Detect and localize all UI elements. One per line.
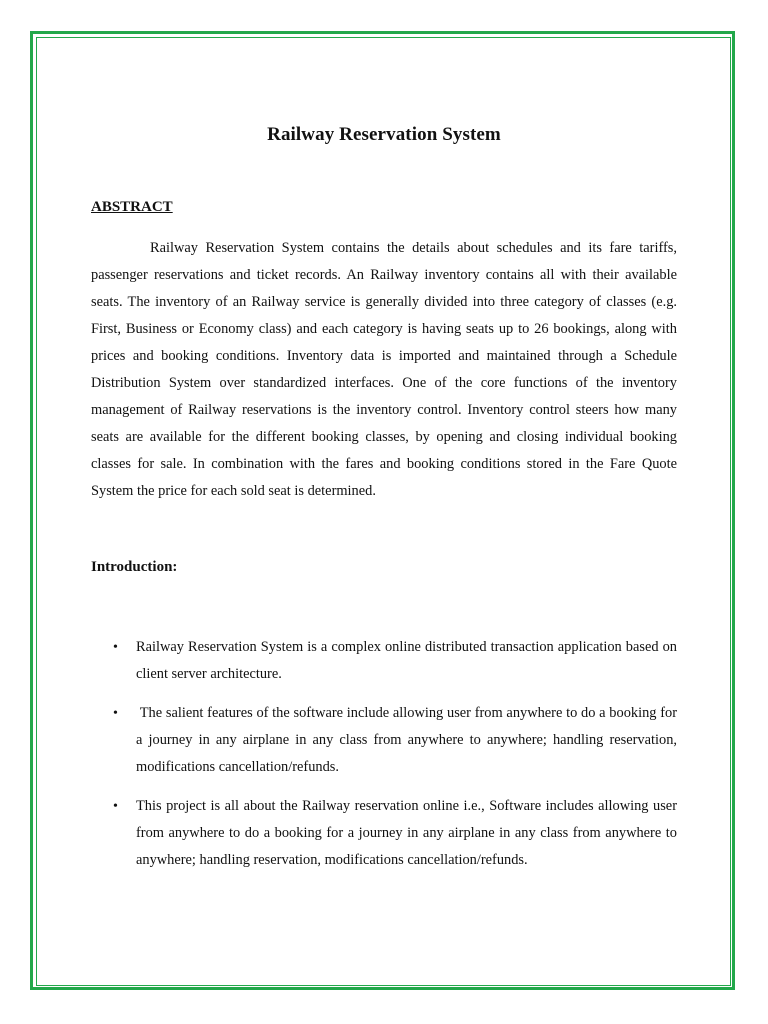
bullet-text: Railway Reservation System is a complex online distributed transaction application based on client server architecture. — [136, 639, 677, 682]
bullet-item — [91, 793, 677, 874]
introduction-bullet-list — [91, 634, 681, 886]
bullet-item — [91, 700, 681, 781]
introduction-heading: Introduction: — [91, 559, 178, 575]
abstract-paragraph: Railway Reservation System contains the details about schedules and its fare tariffs, passenger reservations and ticket records. An Railway inventory contains all with their available seats. The inventory of an Railway service is generally divided into three category of classes (e.g. First, Business or Economy class) and each category is having seats up to 26 bookings, along with prices and booking conditions. Inventory data is imported and maintained through a Schedule Distribution System over standardized interfaces. One of the core functions of the inventory management of Railway reservations is the inventory control. Inventory control steers how many seats are available for the different booking classes, by opening and closing individual booking classes for sale. In combination with the fares and booking conditions stored in the Fare Quote System the price for each sold seat is determined. — [91, 240, 677, 499]
bullet-dot-icon: • — [113, 706, 118, 721]
bullet-text: This project is all about the Railway reservation online i.e., Software includes allowing user from anywhere to do a booking for a journey in any airplane in any class from anywhere to anywhere; handling reservation, modifications cancellation/refunds. — [136, 798, 677, 868]
bullet-item — [91, 634, 677, 688]
bullet-dot-icon: • — [113, 640, 118, 655]
bullet-dot-icon: • — [113, 799, 118, 814]
bullet-text: The salient features of the software include allowing user from anywhere to do a booking for a journey in any airplane in any class from anywhere to anywhere; handling reservation, modifications cancellation/refunds. — [136, 705, 681, 775]
abstract-heading: ABSTRACT — [91, 199, 173, 215]
document-title: Railway Reservation System — [267, 124, 501, 145]
